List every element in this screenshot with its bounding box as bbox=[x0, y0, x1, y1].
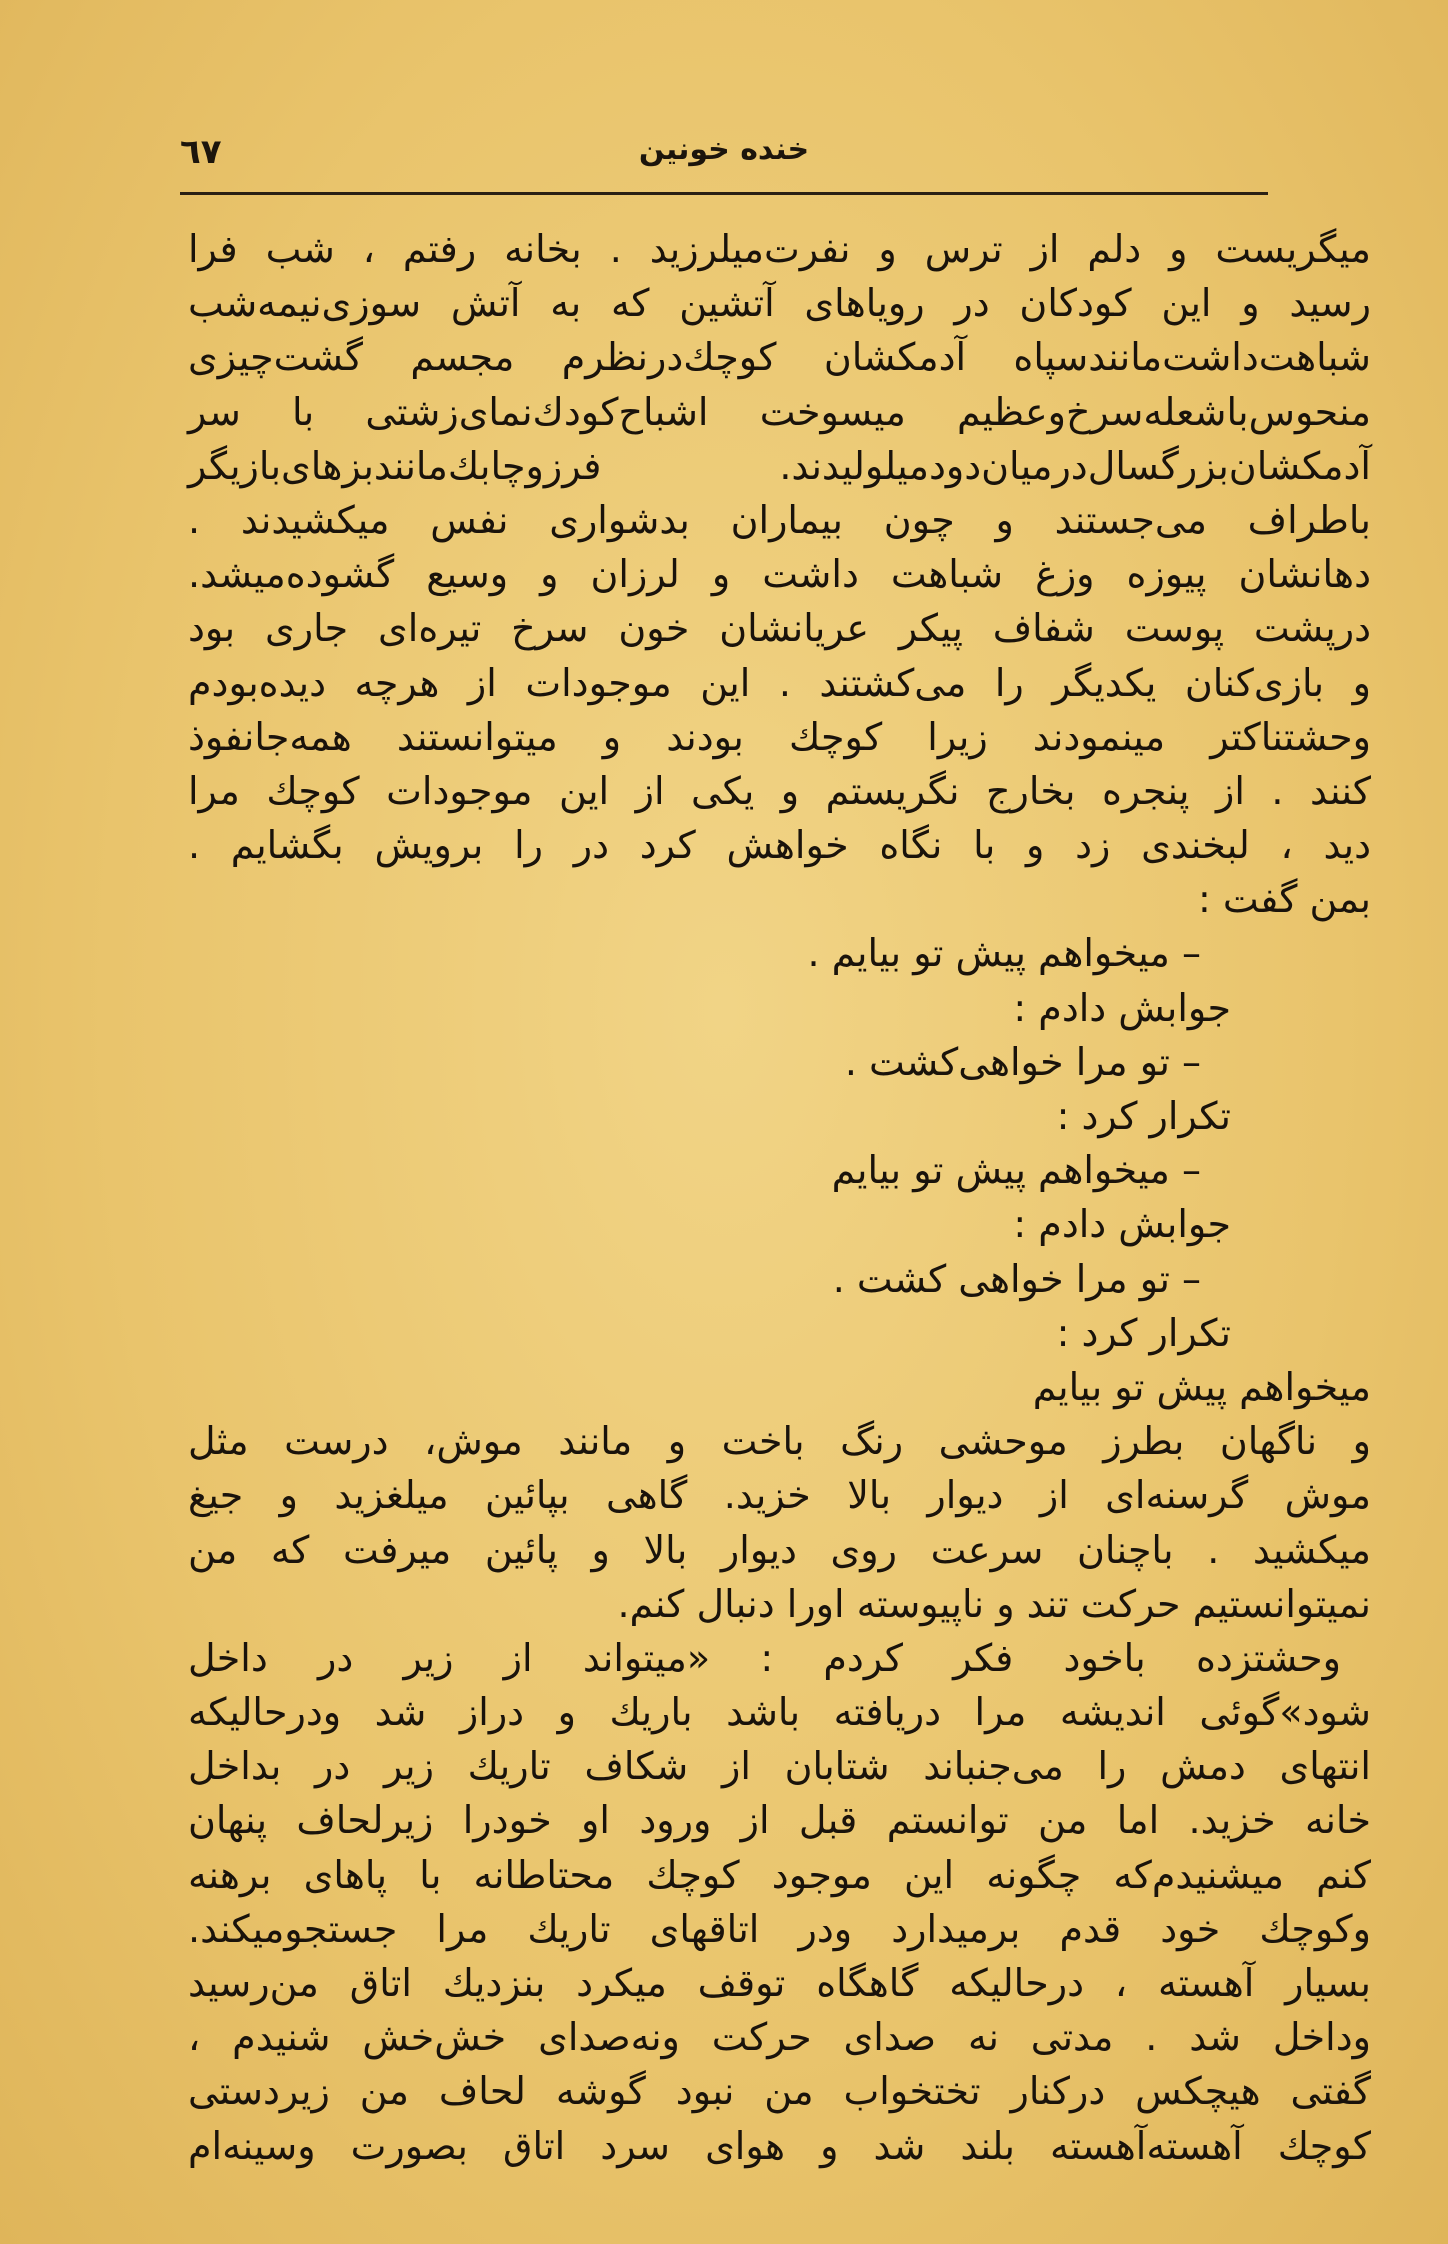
text-line: آدمکشان‌بزرگسال‌درمیان‌دودمیلولیدند. فرزوچابك‌مانندبزهای‌بازیگر bbox=[188, 443, 1371, 488]
dialogue-line: جوابش دادم : bbox=[1013, 1202, 1231, 1247]
text-line: خانه خزید. اما من توانستم قبل از ورود او خودرا زیرلحاف پنهان bbox=[188, 1798, 1371, 1843]
page-number: ٦٧ bbox=[180, 132, 222, 172]
text-line: شود»گوئی اندیشه مرا دریافته باشد باریك و دراز شد ودرحالیکه bbox=[188, 1690, 1371, 1735]
text-line: میکشید . باچنان سرعت روی دیوار بالا و پائین میرفت که من bbox=[188, 1527, 1371, 1572]
text-line: کوچك آهسته‌آهسته بلند شد و هوای سرد اتاق بصورت وسینه‌ام bbox=[188, 2123, 1371, 2168]
text-line: بمن گفت : bbox=[1197, 877, 1371, 922]
text-line: بسیار آهسته ، درحالیکه گاهگاه توقف میکرد بنزدیك اتاق من‌رسید bbox=[188, 1961, 1371, 2005]
dialogue-line: میخواهم پیش تو بیایم bbox=[1032, 1364, 1371, 1409]
text-line: دهانشان پیوزه وزغ شباهت داشت و لرزان و وسیع گشوده‌میشد. bbox=[188, 552, 1371, 597]
text-line: رسید و این کودکان در رویاهای آتشین که به آتش سوزی‌نیمه‌شب bbox=[188, 281, 1371, 326]
page-body bbox=[188, 222, 1371, 2173]
dialogue-line: – میخواهم پیش تو بیایم bbox=[831, 1148, 1201, 1193]
dialogue-line: – تو مرا خواهی‌کشت . bbox=[844, 1039, 1201, 1084]
dialogue-line: تکرار کرد : bbox=[1056, 1310, 1231, 1355]
text-line: وکوچك خود قدم برمیدارد ودر اتاقهای تاریك مرا جستجومیکند. bbox=[188, 1906, 1371, 1951]
header-rule bbox=[180, 192, 1268, 195]
text-line: درپشت پوست شفاف پیکر عریانشان خون سرخ تیره‌ای جاری بود bbox=[188, 606, 1371, 651]
text-line: میگریست و دلم از ترس و نفرت‌میلرزید . بخانه رفتم ، شب فرا bbox=[188, 227, 1371, 271]
text-line: و ناگهان بطرز موحشی رنگ باخت و مانند موش، درست مثل bbox=[188, 1419, 1371, 1464]
dialogue-line: – میخواهم پیش تو بیایم . bbox=[807, 931, 1201, 976]
running-title: خنده خونین bbox=[638, 132, 810, 167]
text-line: گفتی هیچکس درکنار تختخواب من نبود گوشه لحاف من زیردستی bbox=[188, 2069, 1371, 2114]
dialogue-line: تکرار کرد : bbox=[1056, 1094, 1231, 1138]
text-line: انتهای دمش را می‌جنباند شتابان از شکاف تاریك زیر در بداخل bbox=[188, 1744, 1371, 1789]
dialogue-line: – تو مرا خواهی کشت . bbox=[832, 1256, 1201, 1301]
text-line: دید ، لبخندی زد و با نگاه خواهش کرد در را برویش بگشایم . bbox=[188, 823, 1371, 868]
text-line: وداخل شد . مدتی نه صدای حرکت ونه‌صدای خش‌خش شنیدم ، bbox=[188, 2015, 1371, 2060]
text-line: کنم میشنیدم‌که چگونه این موجود کوچك محتاطانه با پاهای برهنه bbox=[188, 1852, 1371, 1897]
text-line: و بازی‌کنان یکدیگر را می‌کشتند . این موجودات از هرچه دیده‌بودم bbox=[188, 660, 1371, 705]
dialogue-line: جوابش دادم : bbox=[1013, 985, 1231, 1030]
text-line: نمیتوانستیم حرکت تند و ناپیوسته اورا دنبال کنم. bbox=[617, 1581, 1371, 1626]
text-line: باطراف می‌جستند و چون بیماران بدشواری نفس میکشیدند . bbox=[188, 497, 1371, 542]
text-line: منحوس‌باشعله‌سرخ‌وعظیم میسوخت اشباح‌کودك‌نمای‌زشتی با سر bbox=[188, 389, 1371, 434]
text-line: وحشتزده باخود فکر کردم : «میتواند از زیر در داخل bbox=[188, 1635, 1341, 1680]
text-line: کنند . از پنجره بخارج نگریستم و یکی از این موجودات کوچك مرا bbox=[188, 768, 1371, 813]
text-line: شباهت‌داشت‌مانندسپاه آدمکشان کوچك‌درنظرم مجسم گشت‌چیزی bbox=[188, 335, 1371, 380]
text-line: موش گرسنه‌ای از دیوار بالا خزید. گاهی بپائین میلغزید و جیغ bbox=[188, 1473, 1371, 1518]
text-line: وحشتناکتر مینمودند زیرا کوچك بودند و میتوانستند همه‌جانفوذ bbox=[188, 714, 1371, 759]
page-header bbox=[180, 118, 1268, 178]
